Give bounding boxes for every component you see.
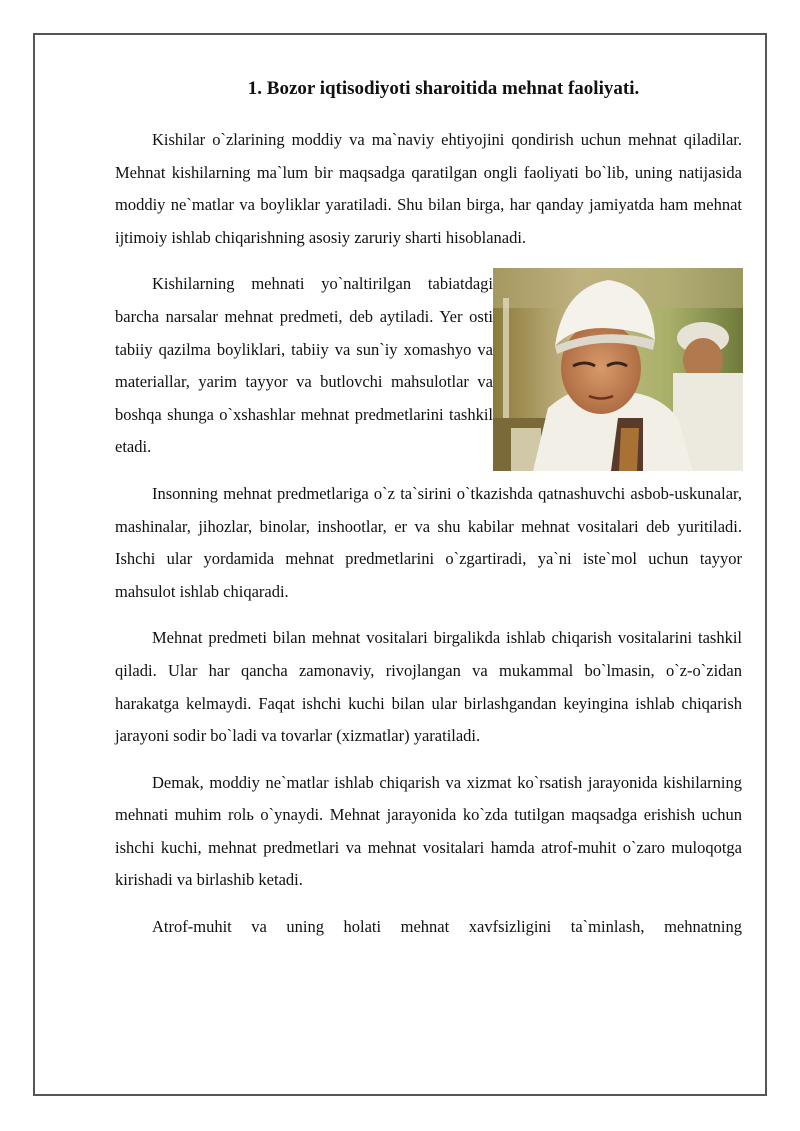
worker-photo: [493, 268, 743, 471]
paragraph-6: Atrof-muhit va uning holati mehnat xavfsizligini ta`minlash, mehnatning: [152, 917, 742, 937]
paragraph-1: Kishilar o`zlarining moddiy va ma`naviy ehtiyojini qondirish uchun mehnat qiladilar. Mehnat kishilarning ma`lum bir maqsadga qaratilgan ongli faoliyati bo`lib, uning natijasida moddiy ne`matlar va boyliklar yaratiladi. Shu bilan birga, har qanday jamiyatda ham mehnat ijtimoiy ishlab chiqarishning asosiy zaruriy sharti hisoblanadi.: [115, 130, 742, 247]
paragraph-2: Kishilarning mehnati yo`naltirilgan tabiatdagi barcha narsalar mehnat predmeti, deb aytiladi. Yer osti tabiiy qazilma boyliklari, tabiiy va sun`iy xomashyo va materiallar, yarim tayyor va butlovchi mahsulotlar va boshqa shunga o`xshashlar mehnat predmetlarini tashkil etadi.: [115, 274, 493, 457]
section-heading: 1. Bozor iqtisodiyoti sharoitida mehnat faoliyati.: [247, 78, 640, 99]
document-body: [115, 74, 742, 958]
paragraph-4: Mehnat predmeti bilan mehnat vositalari birgalikda ishlab chiqarish vositalarini tashkil qiladi. Ular har qancha zamonaviy, rivojlangan va mukammal bo`lmasin, o`z-o`zidan harakatga kelmaydi. Faqat ishchi kuchi bilan ular birlashgandan keyingina ishlab chiqarish jarayoni sodir bo`ladi va tovarlar (xizmatlar) yaratiladi.: [115, 628, 742, 746]
paragraph-5: Demak, moddiy ne`matlar ishlab chiqarish va xizmat ko`rsatish jarayonida kishilarning mehnati muhim rolь o`ynaydi. Mehnat jarayonida ko`zda tutilgan maqsadga erishish uchun ishchi kuchi, mehnat predmetlari va mehnat vositalari hamda atrof-muhit o`zaro muloqotga kirishadi va birlashib ketadi.: [115, 772, 742, 890]
paragraph-3: Insonning mehnat predmetlariga o`z ta`sirini o`tkazishda qatnashuvchi asbob-uskunalar, mashinalar, jihozlar, binolar, inshootlar, er va shu kabilar mehnat vositalari deb yuritiladi. Ishchi ular yordamida mehnat predmetlarini o`zgartiradi, ya`ni iste`mol uchun tayyor mahsulot ishlab chiqaradi.: [115, 483, 742, 601]
